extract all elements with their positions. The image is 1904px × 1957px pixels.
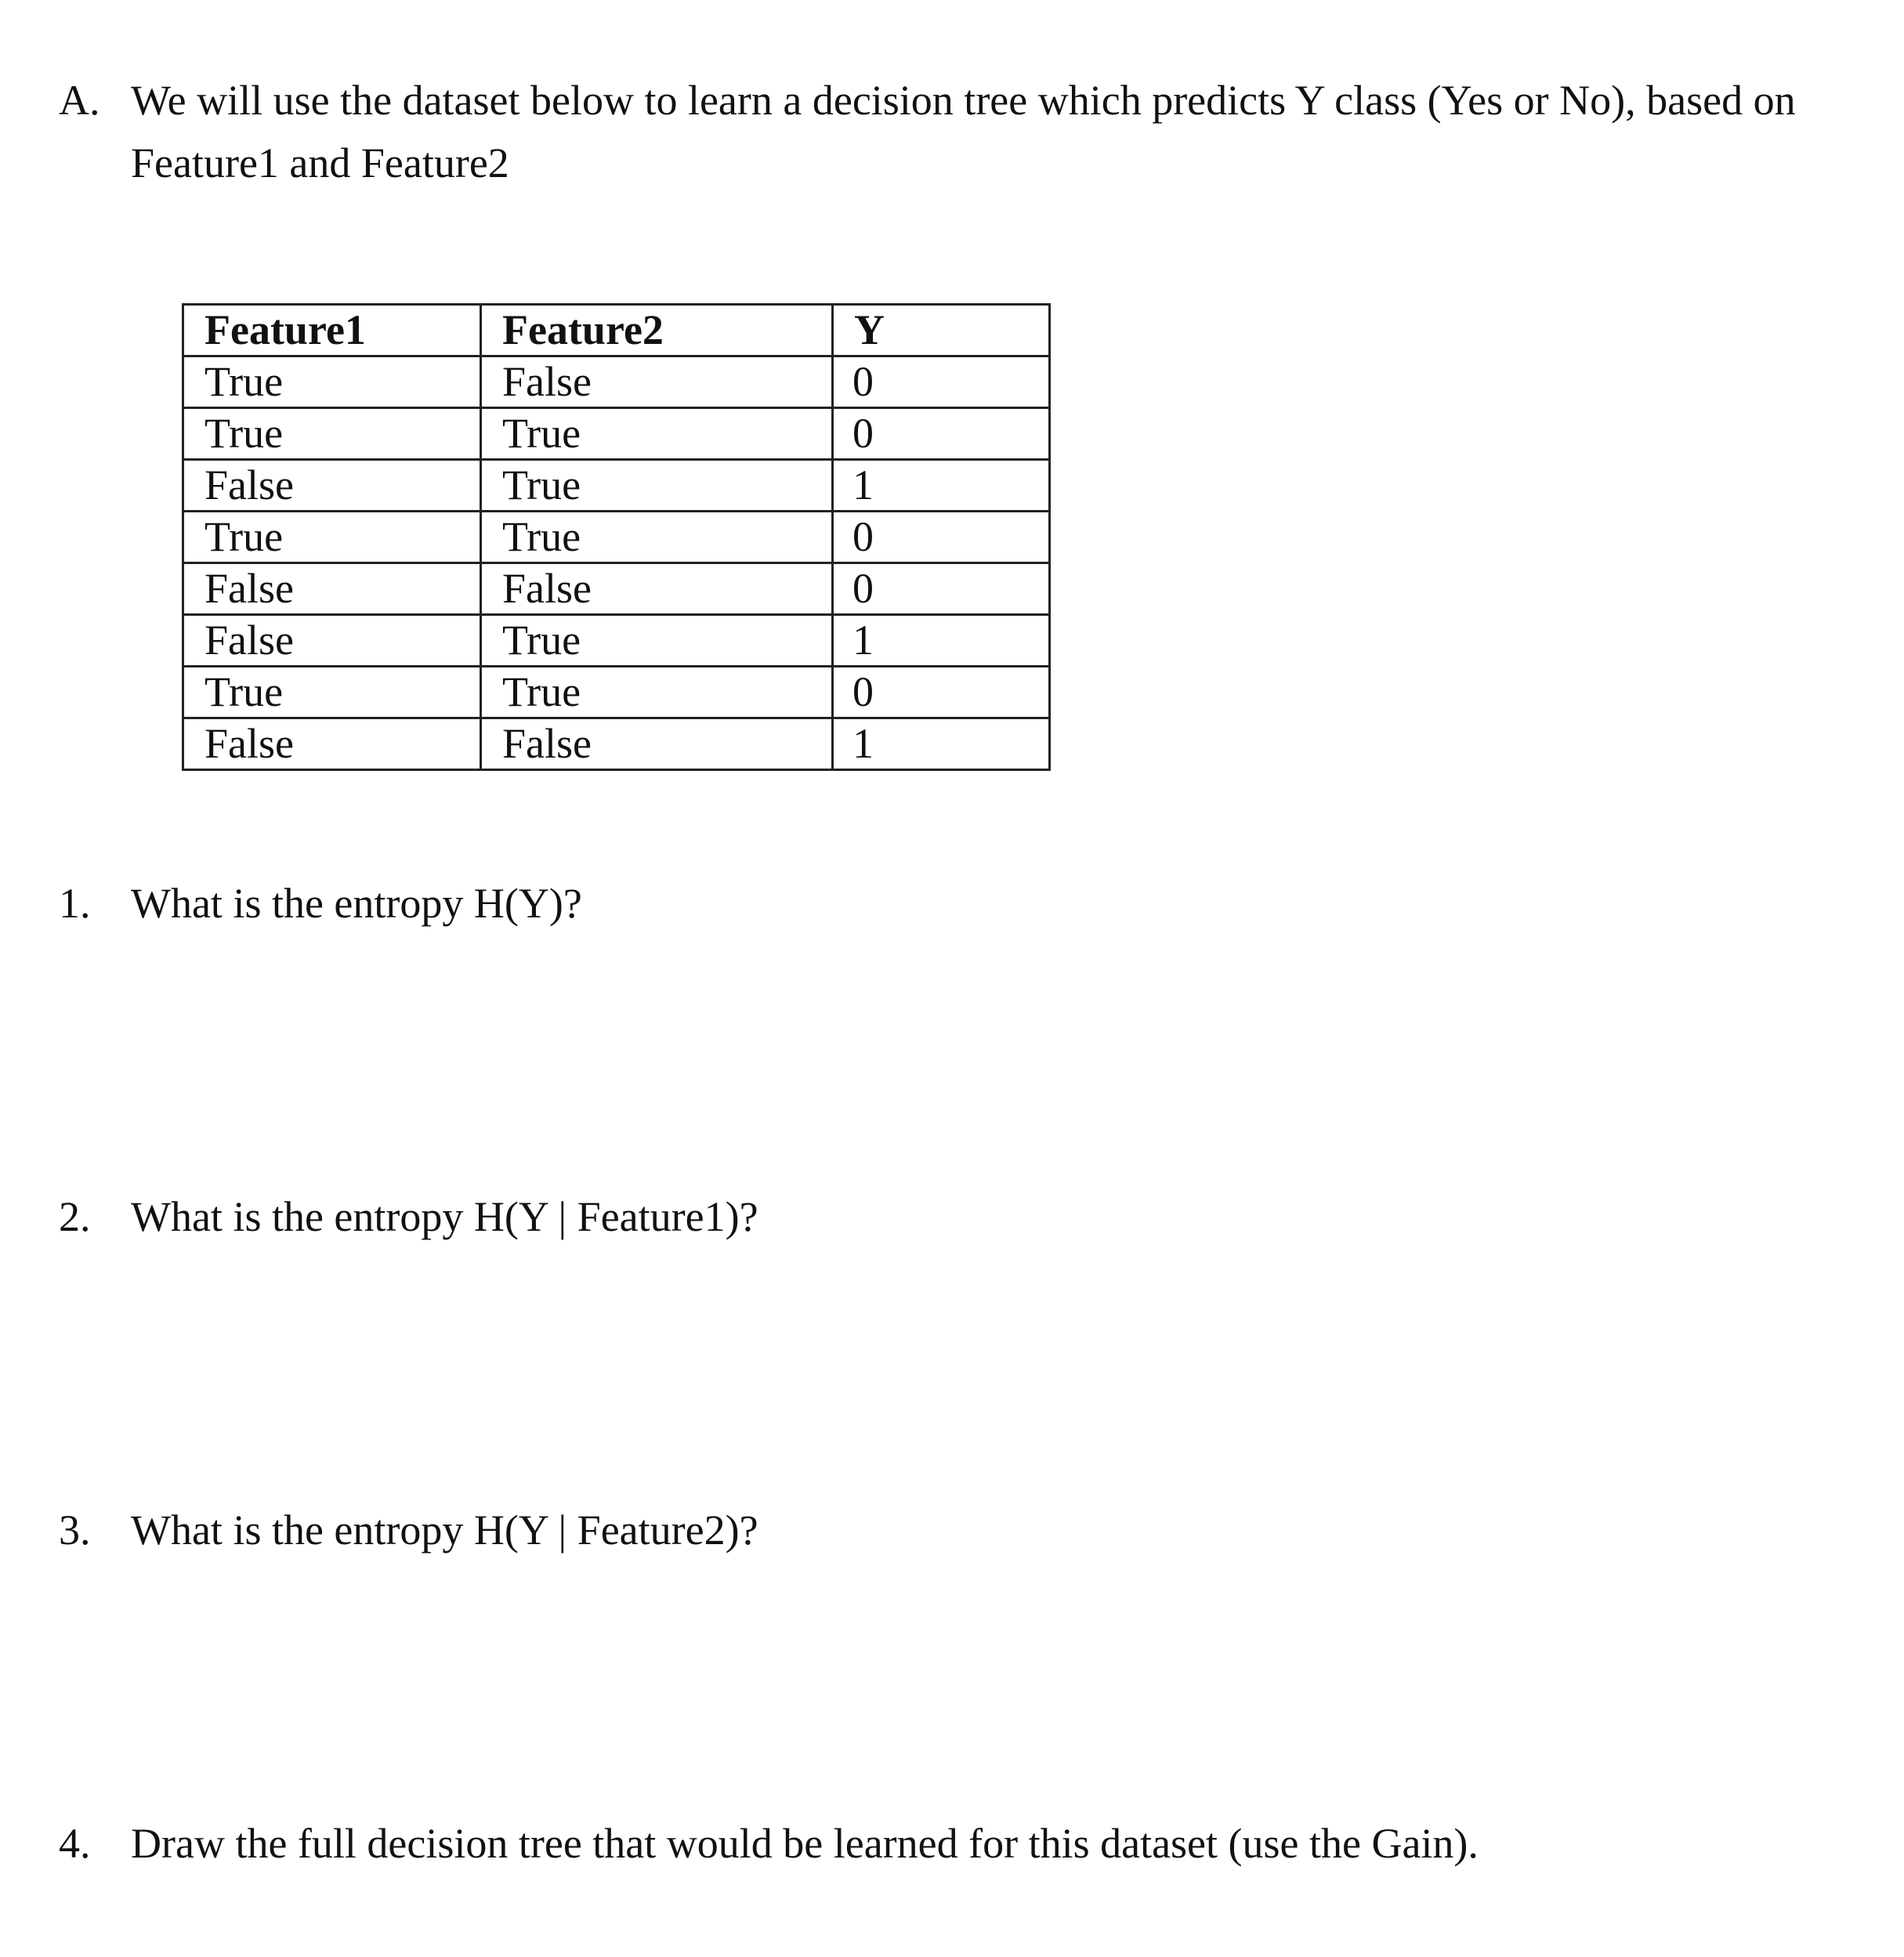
table-row <box>183 512 1050 563</box>
table-row <box>183 563 1050 615</box>
cell-feature1: False <box>183 718 481 770</box>
question-3 <box>59 1503 758 1557</box>
cell-feature2: True <box>481 460 833 512</box>
table-row <box>183 408 1050 460</box>
table-row <box>183 615 1050 667</box>
question-text: What is the entropy H(Y)? <box>131 880 582 927</box>
header-feature2: Feature2 <box>481 305 833 356</box>
cell-y: 0 <box>833 356 1050 408</box>
cell-feature2: False <box>481 718 833 770</box>
question-number: 3. <box>59 1507 91 1554</box>
question-2 <box>59 1189 758 1244</box>
cell-y: 1 <box>833 718 1050 770</box>
cell-feature1: False <box>183 615 481 667</box>
header-feature1: Feature1 <box>183 305 481 356</box>
cell-feature1: False <box>183 460 481 512</box>
cell-y: 1 <box>833 460 1050 512</box>
cell-y: 0 <box>833 408 1050 460</box>
cell-feature2: False <box>481 563 833 615</box>
question-text: What is the entropy H(Y | Feature1)? <box>131 1193 758 1240</box>
question-number: 2. <box>59 1193 91 1240</box>
cell-y: 0 <box>833 667 1050 718</box>
cell-y: 1 <box>833 615 1050 667</box>
question-number: 4. <box>59 1820 91 1867</box>
intro-marker: A. <box>59 77 100 124</box>
question-1 <box>59 876 582 931</box>
dataset-table <box>182 303 1051 771</box>
cell-feature2: True <box>481 512 833 563</box>
question-text: What is the entropy H(Y | Feature2)? <box>131 1507 758 1554</box>
question-4 <box>59 1816 1479 1871</box>
cell-feature2: True <box>481 408 833 460</box>
header-y: Y <box>833 305 1050 356</box>
cell-feature1: True <box>183 356 481 408</box>
question-text: Draw the full decision tree that would be learned for this dataset (use the Gain). <box>131 1820 1479 1867</box>
cell-feature2: True <box>481 615 833 667</box>
table-header-row <box>183 305 1050 356</box>
question-number: 1. <box>59 880 91 927</box>
cell-y: 0 <box>833 512 1050 563</box>
table-row <box>183 718 1050 770</box>
table-row <box>183 460 1050 512</box>
cell-feature1: False <box>183 563 481 615</box>
cell-y: 0 <box>833 563 1050 615</box>
table-row <box>183 356 1050 408</box>
cell-feature1: True <box>183 512 481 563</box>
cell-feature2: True <box>481 667 833 718</box>
cell-feature1: True <box>183 408 481 460</box>
intro-text: We will use the dataset below to learn a decision tree which predicts Y class (Yes or No), based on Feature1 and Feature2 <box>131 77 1796 186</box>
cell-feature1: True <box>183 667 481 718</box>
table-row <box>183 667 1050 718</box>
intro-paragraph <box>59 69 1861 194</box>
cell-feature2: False <box>481 356 833 408</box>
